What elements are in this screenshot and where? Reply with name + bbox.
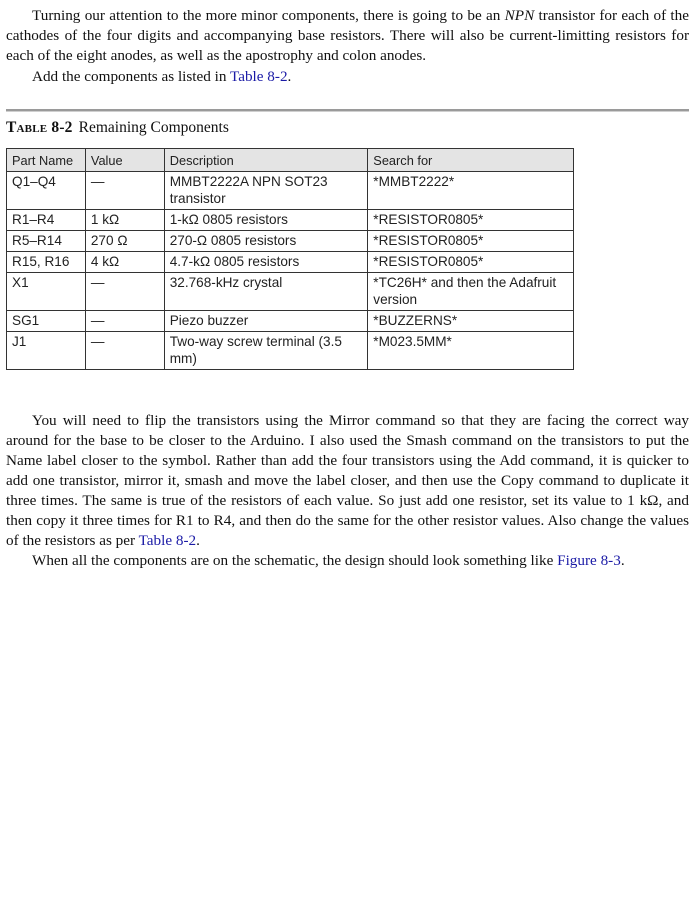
text-span: Turning our attention to the more minor components, there is going to be an bbox=[32, 7, 505, 24]
table-number: Table 8-2 bbox=[6, 119, 73, 136]
cell-description: MMBT2222A NPN SOT23 transistor bbox=[164, 172, 368, 210]
cell-search-for: *BUZZERNS* bbox=[368, 311, 574, 332]
cell-part-name: R5–R14 bbox=[7, 231, 86, 252]
components-table bbox=[6, 148, 574, 370]
text-span: . bbox=[196, 532, 200, 549]
text-span: Add the components as listed in bbox=[32, 68, 230, 85]
table-row bbox=[7, 210, 574, 231]
header-description: Description bbox=[164, 149, 368, 172]
cell-search-for: *TC26H* and then the Adafruit version bbox=[368, 273, 574, 311]
table-row bbox=[7, 332, 574, 370]
cell-part-name: J1 bbox=[7, 332, 86, 370]
text-span: . bbox=[620, 552, 625, 569]
cell-search-for: *RESISTOR0805* bbox=[368, 231, 574, 252]
table-8-2-link[interactable]: Table 8-2 bbox=[229, 68, 288, 85]
cell-value: 4 kΩ bbox=[85, 252, 164, 273]
text-span: You will need to flip the transistors using the Mirror command so that they are facing the correct way around for the base to be closer to the Arduino. I also used the Smash command on the transistors to put the Name label closer to the symbol. Rather than add the four transistors using the Add command, it is quicker to add one transistor, mirror it, smash and move the label closer, and then use the Copy command to duplicate it three times. The same is true of the resistors of each value. So just add one resistor, set its value to 1 kΩ, and then copy it three times for R1 to R4, and then do the same for the other resistor values. Also change the values of the resistors as per bbox=[6, 412, 689, 549]
add-components-paragraph bbox=[6, 67, 689, 87]
cell-value: — bbox=[85, 311, 164, 332]
instructions-paragraph bbox=[6, 411, 689, 551]
cell-value: 1 kΩ bbox=[85, 210, 164, 231]
header-part-name: Part Name bbox=[7, 149, 86, 172]
header-value: Value bbox=[85, 149, 164, 172]
cell-part-name: R15, R16 bbox=[7, 252, 86, 273]
cell-part-name: R1–R4 bbox=[7, 210, 86, 231]
cell-search-for: *RESISTOR0805* bbox=[368, 210, 574, 231]
schematic-paragraph bbox=[6, 551, 689, 571]
cell-search-for: *M023.5MM* bbox=[368, 332, 574, 370]
cell-description: 1-kΩ 0805 resistors bbox=[164, 210, 368, 231]
table-row bbox=[7, 273, 574, 311]
cell-part-name: X1 bbox=[7, 273, 86, 311]
figure-8-3-link[interactable]: Figure 8-3 bbox=[557, 552, 621, 569]
table-row bbox=[7, 252, 574, 273]
cell-description: 4.7-kΩ 0805 resistors bbox=[164, 252, 368, 273]
cell-description: Two-way screw terminal (3.5 mm) bbox=[164, 332, 368, 370]
cell-part-name: SG1 bbox=[7, 311, 86, 332]
table-caption bbox=[6, 118, 229, 138]
table-row bbox=[7, 311, 574, 332]
table-row bbox=[7, 172, 574, 210]
cell-value: — bbox=[85, 273, 164, 311]
header-search-for: Search for bbox=[368, 149, 574, 172]
cell-description: Piezo buzzer bbox=[164, 311, 368, 332]
table-8-2-link[interactable]: Table 8-2 bbox=[138, 532, 197, 549]
cell-value: — bbox=[85, 172, 164, 210]
table-row bbox=[7, 231, 574, 252]
cell-search-for: *RESISTOR0805* bbox=[368, 252, 574, 273]
cell-part-name: Q1–Q4 bbox=[7, 172, 86, 210]
cell-description: 270-Ω 0805 resistors bbox=[164, 231, 368, 252]
cell-value: — bbox=[85, 332, 164, 370]
table-header-row bbox=[7, 149, 574, 172]
table-title: Remaining Components bbox=[78, 119, 229, 136]
cell-search-for: *MMBT2222* bbox=[368, 172, 574, 210]
text-span: . bbox=[287, 68, 292, 85]
cell-description: 32.768-kHz crystal bbox=[164, 273, 368, 311]
emphasis-npn: NPN bbox=[504, 7, 535, 24]
intro-paragraph bbox=[6, 6, 689, 66]
text-span: When all the components are on the schematic, the design should look something like bbox=[32, 552, 558, 569]
caption-divider bbox=[6, 109, 689, 112]
text-span: transistor for each of the cathodes of the four digits and accompanying base resistors. There will also be current-limitting resistors for each of the eight anodes, as well as the apostrophy and colon anodes. bbox=[6, 7, 689, 64]
cell-value: 270 Ω bbox=[85, 231, 164, 252]
